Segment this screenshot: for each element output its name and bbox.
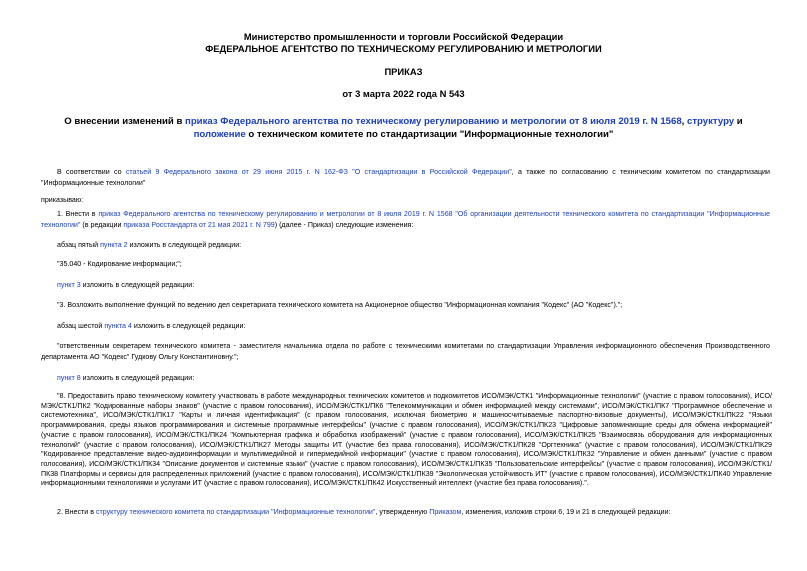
order-reference-link[interactable]: Приказом [429, 508, 462, 516]
title-text: , [681, 116, 688, 127]
paragraph-text: изложить в следующей редакции: [131, 322, 246, 330]
point-2-link[interactable]: пункта 2 [100, 241, 128, 249]
paragraph-text: , изменения, изложив строки 6, 19 и 21 в следующей редакции: [461, 508, 671, 516]
ministry-name: Министерство промышленности и торговли Российской Федерации [243, 31, 564, 42]
committee-structure-link[interactable]: структуру технического комитета по стандартизации "Информационные технологии" [95, 508, 376, 516]
quote-1: "35.040 - Кодирование информации;"; [57, 260, 182, 268]
document-type: ПРИКАЗ [384, 66, 423, 77]
federal-law-link[interactable]: статьей 9 Федерального закона от 29 июня 2015 г. N 162-ФЗ "О стандартизации в Российской Федерации" [125, 168, 512, 176]
point-4-link[interactable]: пункта 4 [104, 322, 132, 330]
paragraph-text: , утвержденную [375, 508, 430, 516]
document-title [40, 116, 767, 141]
amend-line-b [57, 280, 194, 291]
title-text: О внесении изменений в [64, 116, 186, 127]
paragraph-text: изложить в следующей редакции: [80, 281, 195, 289]
amend-line-c [57, 321, 245, 332]
order-799-link[interactable]: приказа Росстандарта от 21 мая 2021 г. N 799 [123, 221, 275, 230]
paragraph-text: В соответствии со [57, 168, 126, 176]
item-2-paragraph [57, 507, 671, 518]
paragraph-text: абзац пятый [57, 241, 101, 249]
item-1-paragraph [41, 209, 770, 231]
quote-4: "8. Предоставить право техническому комитету участвовать в работе международных технических комитетов и подкомитетов ИСО/МЭК/СТК1 "Информационные технологии" (участие с правом голосования), ИСО/МЭК/СТК1/ПК2 "Кодированные наборы знаков" (участие с правом голосования), ИСО/МЭК/СТК1/ПК6 "Телекоммуникации и обмен информацией между системами", ИСО/МЭК/СТК1/ПК7 "Программное обеспечение и системотехника", ИСО/МЭК/СТК1/ПК17 "Карты и личная идентификация" (с правом голосования, исключая биометрию и машиносчитываемые паспортно-визовые документы), ИСО/МЭК/СТК1/ПК22 "Языки программирования, среды языков программирования и системные программные интерфейсы" (участие с правом голосования), ИСО/МЭК/СТК1/ПК23 "Цифровые запоминающие среды для обмена информацией" (участие с правом голосования), ИСО/МЭК/СТК1/ПК24 "Компьютерная графика и обработка изображений" (участие с правом голосования), ИСО/МЭК/СТК1/ПК25 "Взаимосвязь оборудования для информационных технологий" (участие с правом голосования), ИСО/МЭК/СТК1/ПК27 Методы защиты ИТ (участие без права голосования), ИСО/МЭК/СТК1/ПК28 "Оргтехника" (участие с правом голосования), ИСО/МЭК/СТК1/ПК29 "Кодированное представление видео-аудиоинформации и мультимедийной и гипермедийной информации" (участие с правом голосования), ИСО/МЭК/СТК1/ПК32 "Управление и обмен данными" (участие с правом голосования), ИСО/МЭК/СТК1/ПК34 "Описание документов и системные языки" (участие с правом голосования), ИСО/МЭК/СТК1/ПК35 "Пользовательские интерфейсы" (участие с правом голосования), ИСО/МЭК/СТК1/ПК38 Платформы и сервисы для распределенных приложений (участие с правом голосования), ИСО/МЭК/СТК1/ПК39 "Экологическая устойчивость ИТ" (участие с правом голосования), ИСО/МЭК/СТК1/ПК40 Управление информационными технологиями и услугами ИТ (участие с правом голосования), ИСО/МЭК/СТК1/ПК42 Искусственный интеллект (участие без права голосования).". [41, 392, 772, 488]
paragraph-text: (в редакции [80, 221, 124, 230]
title-order-link[interactable]: приказ Федерального агентства по техническому регулированию и метрологии от 8 июля 2019 г. N 1568 [185, 116, 682, 127]
document-date-number: от 3 марта 2022 года N 543 [342, 88, 465, 99]
point-8-link[interactable]: пункт 8 [57, 374, 81, 382]
paragraph-text: абзац шестой [57, 322, 105, 330]
title-regulation-link[interactable]: положение [193, 128, 246, 140]
quote-3: "ответственным секретарем технического комитета - заместителя начальника отдела по работе с техническими комитетами по стандартизации Управления информационного обеспечения Производственного департамента АО "Кодекс" Гудкову Ольгу Константиновну."; [41, 342, 770, 362]
amend-line-d [57, 373, 194, 384]
paragraph-text: изложить в следующей редакции: [127, 241, 242, 249]
order-word: приказываю: [41, 196, 84, 204]
paragraph-text: 2. Внести в [57, 508, 96, 516]
paragraph-text: изложить в следующей редакции: [80, 374, 195, 382]
paragraph-text: , а также по согласованию с техническим комитетом по стандартизации "Информационные технологии" [41, 168, 770, 188]
title-text: о техническом комитете по стандартизации "Информационные технологии" [245, 128, 614, 140]
amend-line-a [57, 240, 241, 251]
order-1568-link[interactable]: приказ Федерального агентства по техническому регулированию и метрологии от 8 июля 2019 г. N 1568 "Об организации деятельности технического комитета по стандартизации "Информационные технологии" [41, 210, 771, 230]
title-text: и [734, 116, 743, 127]
title-structure-link[interactable]: структуру [687, 116, 735, 127]
agency-name: ФЕДЕРАЛЬНОЕ АГЕНТСТВО ПО ТЕХНИЧЕСКОМУ РЕГУЛИРОВАНИЮ И МЕТРОЛОГИИ [205, 43, 602, 54]
quote-2: "3. Возложить выполнение функций по ведению дел секретариата технического комитета на Акционерное общество "Информационная компания "Кодекс" (АО "Кодекс")."; [57, 301, 623, 309]
preamble-paragraph [41, 167, 770, 189]
paragraph-text: 1. Внести в [57, 210, 99, 218]
point-3-link[interactable]: пункт 3 [57, 281, 81, 289]
paragraph-text: ) (далее - Приказ) следующие изменения: [274, 221, 414, 230]
